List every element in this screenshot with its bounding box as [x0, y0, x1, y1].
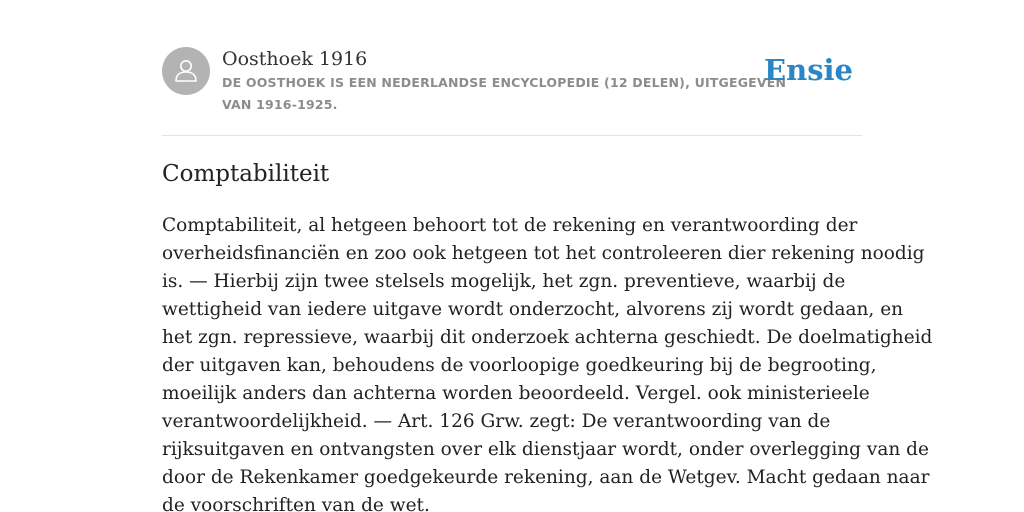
entry-body-line: verantwoordelijkheid. — Art. 126 Grw. zegt: De verantwoording van de: [162, 411, 831, 432]
entry-body-line: Comptabiliteit, al hetgeen behoort tot de rekening en verantwoording der: [162, 215, 858, 236]
entry-body-line: door de Rekenkamer goedgekeurde rekening, aan de Wetgev. Macht gedaan naar: [162, 467, 930, 488]
source-description-line: VAN 1916-1925.: [222, 97, 338, 112]
header-divider: [162, 135, 862, 136]
entry-body-line: het zgn. repressieve, waarbij dit onderzoek achterna geschiedt. De doelmatigheid: [162, 327, 933, 348]
source-title[interactable]: Oosthoek 1916: [222, 48, 368, 70]
source-description-line: DE OOSTHOEK IS EEN NEDERLANDSE ENCYCLOPEDIE (12 DELEN), UITGEGEVEN: [222, 75, 787, 90]
ensie-logo-link[interactable]: Ensie: [764, 53, 853, 87]
entry-body-line: moeilijk anders dan achterna worden beoordeeld. Vergel. ook ministerieele: [162, 383, 870, 404]
avatar[interactable]: [162, 47, 210, 95]
entry-body-line: overheidsfinanciën en zoo ook hetgeen tot het controleeren dier rekening noodig: [162, 243, 925, 264]
entry-body-line: wettigheid van iedere uitgave wordt onderzocht, alvorens zij wordt gedaan, en: [162, 299, 904, 320]
entry-body-line: is. — Hierbij zijn twee stelsels mogelijk, het zgn. preventieve, waarbij de: [162, 271, 846, 292]
source-header: [162, 47, 862, 117]
entry-body-line: rijksuitgaven en ontvangsten over elk dienstjaar wordt, onder overlegging van de: [162, 439, 929, 460]
source-description: [222, 72, 787, 116]
entry-title: Comptabiliteit: [162, 161, 330, 187]
entry-body: [162, 212, 933, 512]
entry-body-line: de voorschriften van de wet.: [162, 495, 430, 512]
entry-body-line: der uitgaven kan, behoudens de voorloopige goedkeuring bij de begrooting,: [162, 355, 877, 376]
user-silhouette-icon: [171, 56, 201, 86]
